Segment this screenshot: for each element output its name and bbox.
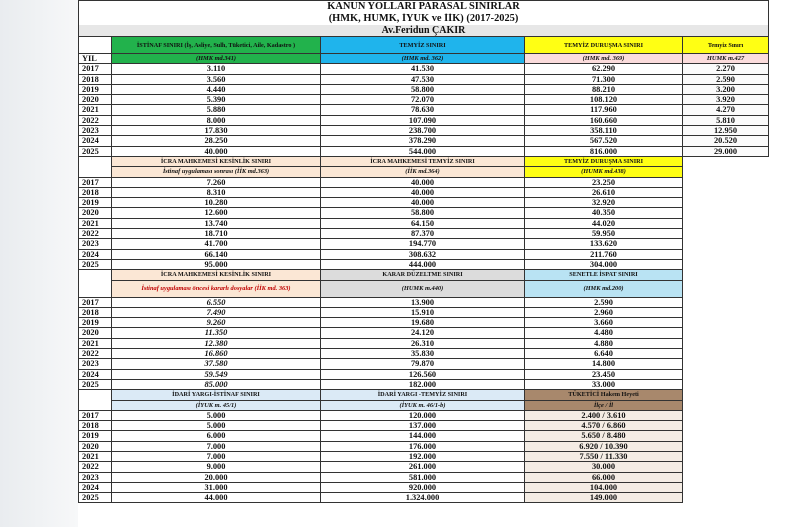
value-cell: 8.310 bbox=[112, 187, 321, 197]
year-cell: 2019 bbox=[79, 431, 112, 441]
year-cell: 2025 bbox=[79, 259, 112, 269]
year-blank-3b bbox=[79, 280, 112, 297]
table-row bbox=[79, 208, 769, 218]
blank-cell bbox=[683, 400, 769, 410]
table-row bbox=[79, 338, 769, 348]
year-blank-2 bbox=[79, 156, 112, 166]
value-cell: 4.440 bbox=[112, 84, 321, 94]
blank-cell bbox=[683, 431, 769, 441]
value-cell: 7.490 bbox=[112, 307, 321, 317]
value-cell: 64.150 bbox=[321, 218, 525, 228]
blank-cell bbox=[683, 472, 769, 482]
value-cell: 5.000 bbox=[112, 421, 321, 431]
value-cell: 12.380 bbox=[112, 338, 321, 348]
value-cell: 7.000 bbox=[112, 441, 321, 451]
value-cell: 12.950 bbox=[683, 126, 769, 136]
value-cell: 23.450 bbox=[525, 369, 683, 379]
value-cell: 137.000 bbox=[321, 421, 525, 431]
icra-durusma-sub: (HUMK md.438) bbox=[525, 167, 683, 177]
year-cell: 2019 bbox=[79, 84, 112, 94]
year-blank-2b bbox=[79, 167, 112, 177]
value-cell: 40.000 bbox=[321, 177, 525, 187]
value-cell: 23.250 bbox=[525, 177, 683, 187]
table-row bbox=[79, 105, 769, 115]
value-cell: 160.660 bbox=[525, 115, 683, 125]
value-cell: 40.350 bbox=[525, 208, 683, 218]
year-cell: 2018 bbox=[79, 74, 112, 84]
table-row bbox=[79, 318, 769, 328]
blank-cell bbox=[683, 218, 769, 228]
value-cell: 95.000 bbox=[112, 259, 321, 269]
value-cell: 2.960 bbox=[525, 307, 683, 317]
table-row bbox=[79, 84, 769, 94]
blank-cell bbox=[683, 167, 769, 177]
blank-cell bbox=[683, 390, 769, 400]
value-cell: 13.900 bbox=[321, 297, 525, 307]
value-cell: 7.260 bbox=[112, 177, 321, 187]
humk-temyiz-header: Temyiz Sınırı bbox=[683, 37, 769, 54]
value-cell: 194.770 bbox=[321, 239, 525, 249]
blank-cell bbox=[683, 297, 769, 307]
year-cell: 2018 bbox=[79, 307, 112, 317]
year-cell: 2017 bbox=[79, 177, 112, 187]
title-row-1 bbox=[79, 1, 769, 14]
title-row-2 bbox=[79, 13, 769, 25]
section2-sub-row bbox=[79, 167, 769, 177]
value-cell: 16.860 bbox=[112, 349, 321, 359]
value-cell: 26.610 bbox=[525, 187, 683, 197]
value-cell: 144.000 bbox=[321, 431, 525, 441]
table-row bbox=[79, 249, 769, 259]
table-row bbox=[79, 136, 769, 146]
table-row bbox=[79, 379, 769, 389]
year-cell: 2024 bbox=[79, 249, 112, 259]
year-header: YIL bbox=[79, 54, 112, 64]
year-cell: 2025 bbox=[79, 493, 112, 503]
year-blank-4b bbox=[79, 400, 112, 410]
value-cell: 567.520 bbox=[525, 136, 683, 146]
blank-cell bbox=[683, 369, 769, 379]
table-row bbox=[79, 146, 769, 156]
table-row bbox=[79, 297, 769, 307]
value-cell: 10.280 bbox=[112, 198, 321, 208]
title-row-3 bbox=[79, 25, 769, 37]
value-cell: 19.680 bbox=[321, 318, 525, 328]
year-cell: 2021 bbox=[79, 218, 112, 228]
blank-cell bbox=[683, 462, 769, 472]
year-cell: 2024 bbox=[79, 369, 112, 379]
value-cell: 40.000 bbox=[321, 187, 525, 197]
value-cell: 816.000 bbox=[525, 146, 683, 156]
value-cell: 6.640 bbox=[525, 349, 683, 359]
limits-table bbox=[78, 0, 769, 503]
value-cell: 59.950 bbox=[525, 229, 683, 239]
blank-cell bbox=[683, 328, 769, 338]
value-cell: 182.000 bbox=[321, 379, 525, 389]
value-cell: 20.520 bbox=[683, 136, 769, 146]
value-cell: 304.000 bbox=[525, 259, 683, 269]
value-cell: 2.590 bbox=[525, 297, 683, 307]
table-row bbox=[79, 64, 769, 74]
table-row bbox=[79, 441, 769, 451]
value-cell: 149.000 bbox=[525, 493, 683, 503]
document-title: KANUN YOLLARI PARASAL SINIRLAR bbox=[79, 1, 769, 14]
year-cell: 2024 bbox=[79, 136, 112, 146]
temyiz-sub: (HMK md. 362) bbox=[321, 54, 525, 64]
blank-cell bbox=[683, 259, 769, 269]
table-row bbox=[79, 359, 769, 369]
value-cell: 58.800 bbox=[321, 208, 525, 218]
value-cell: 15.910 bbox=[321, 307, 525, 317]
year-cell: 2023 bbox=[79, 472, 112, 482]
blank-cell bbox=[683, 187, 769, 197]
value-cell: 30.000 bbox=[525, 462, 683, 472]
value-cell: 20.000 bbox=[112, 472, 321, 482]
blank-cell bbox=[683, 421, 769, 431]
year-cell: 2020 bbox=[79, 208, 112, 218]
value-cell: 85.000 bbox=[112, 379, 321, 389]
year-cell: 2023 bbox=[79, 359, 112, 369]
table-row bbox=[79, 410, 769, 420]
value-cell: 6.550 bbox=[112, 297, 321, 307]
section3-sub-row bbox=[79, 280, 769, 297]
value-cell: 133.620 bbox=[525, 239, 683, 249]
value-cell: 9.260 bbox=[112, 318, 321, 328]
blank-cell bbox=[683, 493, 769, 503]
table-row bbox=[79, 229, 769, 239]
year-header-blank bbox=[79, 37, 112, 54]
istinaf-header: İSTİNAF SINIRI (İş, Asliye, Sulh, Tüketici, Aile, Kadastro ) bbox=[112, 37, 321, 54]
year-cell: 2025 bbox=[79, 146, 112, 156]
blank-cell bbox=[683, 280, 769, 297]
value-cell: 1.324.000 bbox=[321, 493, 525, 503]
value-cell: 211.760 bbox=[525, 249, 683, 259]
tuketici-header: TÜKETİCİ Hakem Heyeti bbox=[525, 390, 683, 400]
value-cell: 44.000 bbox=[112, 493, 321, 503]
idari-istinaf-sub: (İYUK m. 45/1) bbox=[112, 400, 321, 410]
table-row bbox=[79, 95, 769, 105]
year-cell: 2021 bbox=[79, 105, 112, 115]
value-cell: 4.480 bbox=[525, 328, 683, 338]
section1-header-row bbox=[79, 37, 769, 54]
value-cell: 62.290 bbox=[525, 64, 683, 74]
blank-cell bbox=[683, 318, 769, 328]
value-cell: 6.920 / 10.390 bbox=[525, 441, 683, 451]
value-cell: 32.920 bbox=[525, 198, 683, 208]
value-cell: 41.530 bbox=[321, 64, 525, 74]
value-cell: 120.000 bbox=[321, 410, 525, 420]
limits-document bbox=[78, 0, 768, 523]
karar-duzeltme-sub: (HUMK m.440) bbox=[321, 280, 525, 297]
section4-sub-row bbox=[79, 400, 769, 410]
value-cell: 4.880 bbox=[525, 338, 683, 348]
value-cell: 3.560 bbox=[112, 74, 321, 84]
temyiz-header: TEMYİZ SINIRI bbox=[321, 37, 525, 54]
value-cell: 59.549 bbox=[112, 369, 321, 379]
istinaf-sub: (HMK md.341) bbox=[112, 54, 321, 64]
value-cell: 11.350 bbox=[112, 328, 321, 338]
table-row bbox=[79, 369, 769, 379]
value-cell: 72.070 bbox=[321, 95, 525, 105]
table-row bbox=[79, 451, 769, 461]
table-row bbox=[79, 482, 769, 492]
icra-kesinlik-sub: İstinaf uygulaması sonrası (İİK md.363) bbox=[112, 167, 321, 177]
table-row bbox=[79, 187, 769, 197]
value-cell: 40.000 bbox=[112, 146, 321, 156]
year-cell: 2017 bbox=[79, 297, 112, 307]
year-cell: 2021 bbox=[79, 338, 112, 348]
value-cell: 4.270 bbox=[683, 105, 769, 115]
year-cell: 2023 bbox=[79, 239, 112, 249]
table-row bbox=[79, 307, 769, 317]
blank-cell bbox=[683, 249, 769, 259]
value-cell: 108.120 bbox=[525, 95, 683, 105]
section2-header-row bbox=[79, 156, 769, 166]
icra-kesinlik-eski-header: İCRA MAHKEMESİ KESİNLİK SINIRI bbox=[112, 270, 321, 280]
value-cell: 66.140 bbox=[112, 249, 321, 259]
value-cell: 9.000 bbox=[112, 462, 321, 472]
year-cell: 2022 bbox=[79, 115, 112, 125]
value-cell: 3.200 bbox=[683, 84, 769, 94]
year-cell: 2022 bbox=[79, 229, 112, 239]
blank-cell bbox=[683, 177, 769, 187]
table-row bbox=[79, 431, 769, 441]
value-cell: 78.630 bbox=[321, 105, 525, 115]
blank-cell bbox=[683, 338, 769, 348]
blank-cell bbox=[683, 441, 769, 451]
table-row bbox=[79, 462, 769, 472]
value-cell: 126.560 bbox=[321, 369, 525, 379]
icra-kesinlik-eski-sub: İstinaf uygulaması öncesi kararlı dosyalar (İİK md. 363) bbox=[112, 280, 321, 297]
value-cell: 13.740 bbox=[112, 218, 321, 228]
tuketici-sub: İlçe / İl bbox=[525, 400, 683, 410]
karar-duzeltme-header: KARAR DÜZELTME SINIRI bbox=[321, 270, 525, 280]
left-margin bbox=[0, 0, 78, 527]
blank-cell bbox=[683, 410, 769, 420]
section2-body bbox=[79, 177, 769, 270]
year-cell: 2021 bbox=[79, 451, 112, 461]
year-cell: 2023 bbox=[79, 126, 112, 136]
value-cell: 71.300 bbox=[525, 74, 683, 84]
blank-cell bbox=[683, 451, 769, 461]
value-cell: 444.000 bbox=[321, 259, 525, 269]
year-blank-3 bbox=[79, 270, 112, 280]
value-cell: 47.530 bbox=[321, 74, 525, 84]
table-row bbox=[79, 328, 769, 338]
value-cell: 238.700 bbox=[321, 126, 525, 136]
value-cell: 31.000 bbox=[112, 482, 321, 492]
value-cell: 26.310 bbox=[321, 338, 525, 348]
document-subtitle: (HMK, HUMK, İYUK ve İİK) (2017-2025) bbox=[79, 13, 769, 25]
value-cell: 117.960 bbox=[525, 105, 683, 115]
value-cell: 5.650 / 8.480 bbox=[525, 431, 683, 441]
value-cell: 192.000 bbox=[321, 451, 525, 461]
year-cell: 2019 bbox=[79, 318, 112, 328]
value-cell: 7.550 / 11.330 bbox=[525, 451, 683, 461]
blank-cell bbox=[683, 270, 769, 280]
idari-temyiz-sub: (İYUK m. 46/1-b) bbox=[321, 400, 525, 410]
value-cell: 8.000 bbox=[112, 115, 321, 125]
blank-cell bbox=[683, 379, 769, 389]
blank-cell bbox=[683, 482, 769, 492]
year-cell: 2020 bbox=[79, 95, 112, 105]
value-cell: 5.390 bbox=[112, 95, 321, 105]
value-cell: 79.870 bbox=[321, 359, 525, 369]
year-blank-4 bbox=[79, 390, 112, 400]
section1-sub-row bbox=[79, 54, 769, 64]
value-cell: 176.000 bbox=[321, 441, 525, 451]
value-cell: 17.830 bbox=[112, 126, 321, 136]
year-cell: 2024 bbox=[79, 482, 112, 492]
table-row bbox=[79, 126, 769, 136]
year-cell: 2020 bbox=[79, 328, 112, 338]
value-cell: 5.810 bbox=[683, 115, 769, 125]
value-cell: 3.110 bbox=[112, 64, 321, 74]
table-row bbox=[79, 218, 769, 228]
table-row bbox=[79, 198, 769, 208]
value-cell: 544.000 bbox=[321, 146, 525, 156]
year-cell: 2025 bbox=[79, 379, 112, 389]
year-cell: 2017 bbox=[79, 410, 112, 420]
value-cell: 41.700 bbox=[112, 239, 321, 249]
blank-cell bbox=[683, 208, 769, 218]
value-cell: 4.570 / 6.860 bbox=[525, 421, 683, 431]
value-cell: 2.400 / 3.610 bbox=[525, 410, 683, 420]
value-cell: 37.580 bbox=[112, 359, 321, 369]
year-cell: 2022 bbox=[79, 349, 112, 359]
icra-kesinlik-header: İCRA MAHKEMESİ KESİNLİK SINIRI bbox=[112, 156, 321, 166]
year-cell: 2020 bbox=[79, 441, 112, 451]
value-cell: 378.290 bbox=[321, 136, 525, 146]
value-cell: 7.000 bbox=[112, 451, 321, 461]
value-cell: 44.020 bbox=[525, 218, 683, 228]
value-cell: 33.000 bbox=[525, 379, 683, 389]
value-cell: 58.800 bbox=[321, 84, 525, 94]
icra-durusma-header: TEMYİZ DURUŞMA SINIRI bbox=[525, 156, 683, 166]
value-cell: 104.000 bbox=[525, 482, 683, 492]
document-author: Av.Feridun ÇAKIR bbox=[79, 25, 769, 37]
blank-cell bbox=[683, 359, 769, 369]
temyiz-durusma-sub: (HMK md. 369) bbox=[525, 54, 683, 64]
idari-istinaf-header: İDARİ YARGI-İSTİNAF SINIRI bbox=[112, 390, 321, 400]
value-cell: 40.000 bbox=[321, 198, 525, 208]
section4-body bbox=[79, 410, 769, 503]
table-row bbox=[79, 177, 769, 187]
icra-temyiz-sub: (İİK md.364) bbox=[321, 167, 525, 177]
table-row bbox=[79, 239, 769, 249]
table-row bbox=[79, 493, 769, 503]
blank-cell bbox=[683, 239, 769, 249]
year-cell: 2017 bbox=[79, 64, 112, 74]
table-row bbox=[79, 421, 769, 431]
table-row bbox=[79, 115, 769, 125]
icra-temyiz-header: İCRA MAHKEMESİ TEMYİZ SINIRI bbox=[321, 156, 525, 166]
value-cell: 24.120 bbox=[321, 328, 525, 338]
value-cell: 5.000 bbox=[112, 410, 321, 420]
value-cell: 308.632 bbox=[321, 249, 525, 259]
idari-temyiz-header: İDARİ YARGI -TEMYİZ SINIRI bbox=[321, 390, 525, 400]
blank-cell bbox=[683, 349, 769, 359]
value-cell: 358.110 bbox=[525, 126, 683, 136]
section3-body bbox=[79, 297, 769, 390]
value-cell: 107.090 bbox=[321, 115, 525, 125]
table-row bbox=[79, 349, 769, 359]
value-cell: 14.800 bbox=[525, 359, 683, 369]
blank-cell bbox=[683, 156, 769, 166]
value-cell: 35.830 bbox=[321, 349, 525, 359]
value-cell: 3.920 bbox=[683, 95, 769, 105]
value-cell: 66.000 bbox=[525, 472, 683, 482]
value-cell: 18.710 bbox=[112, 229, 321, 239]
value-cell: 261.000 bbox=[321, 462, 525, 472]
value-cell: 920.000 bbox=[321, 482, 525, 492]
value-cell: 87.370 bbox=[321, 229, 525, 239]
senetle-ispat-header: SENETLE İSPAT SINIRI bbox=[525, 270, 683, 280]
year-cell: 2019 bbox=[79, 198, 112, 208]
value-cell: 6.000 bbox=[112, 431, 321, 441]
value-cell: 581.000 bbox=[321, 472, 525, 482]
value-cell: 12.600 bbox=[112, 208, 321, 218]
blank-cell bbox=[683, 198, 769, 208]
value-cell: 29.000 bbox=[683, 146, 769, 156]
value-cell: 2.590 bbox=[683, 74, 769, 84]
temyiz-durusma-header: TEMYİZ DURUŞMA SINIRI bbox=[525, 37, 683, 54]
value-cell: 5.880 bbox=[112, 105, 321, 115]
senetle-ispat-sub: (HMK md.200) bbox=[525, 280, 683, 297]
value-cell: 2.270 bbox=[683, 64, 769, 74]
humk-temyiz-sub: HUMK m.427 bbox=[683, 54, 769, 64]
table-row bbox=[79, 74, 769, 84]
blank-cell bbox=[683, 229, 769, 239]
year-cell: 2018 bbox=[79, 187, 112, 197]
year-cell: 2022 bbox=[79, 462, 112, 472]
blank-cell bbox=[683, 307, 769, 317]
section3-header-row bbox=[79, 270, 769, 280]
table-row bbox=[79, 259, 769, 269]
value-cell: 88.210 bbox=[525, 84, 683, 94]
value-cell: 28.250 bbox=[112, 136, 321, 146]
value-cell: 3.660 bbox=[525, 318, 683, 328]
section1-body bbox=[79, 64, 769, 157]
section4-header-row bbox=[79, 390, 769, 400]
year-cell: 2018 bbox=[79, 421, 112, 431]
table-row bbox=[79, 472, 769, 482]
